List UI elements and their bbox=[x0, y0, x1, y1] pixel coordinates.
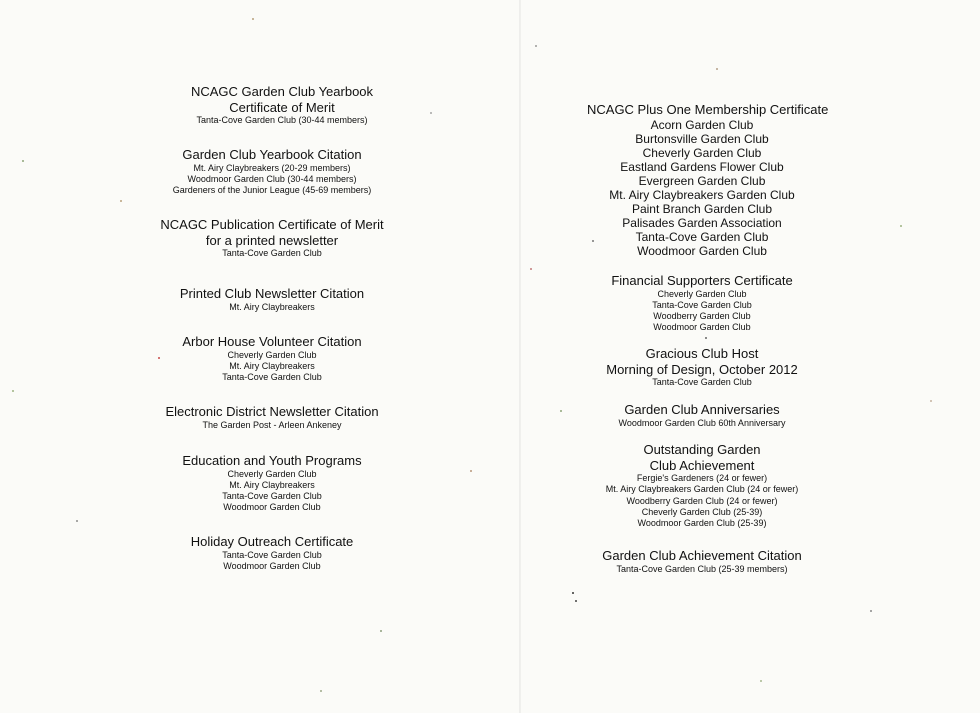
award-recipient: Paint Branch Garden Club bbox=[631, 202, 773, 217]
award-heading: Garden Club Anniversaries bbox=[624, 402, 780, 417]
award-section bbox=[162, 534, 382, 572]
award-recipient: Cheverly Garden Club bbox=[227, 468, 317, 479]
award-recipient: The Garden Post - Arleen Ankeney bbox=[202, 419, 342, 430]
award-recipient: Woodmoor Garden Club bbox=[223, 560, 321, 571]
award-recipient: Mt. Airy Claybreakers bbox=[229, 360, 315, 371]
award-heading: for a printed newsletter bbox=[205, 232, 339, 248]
award-heading: Outstanding Garden bbox=[643, 442, 761, 457]
award-heading: Certificate of Merit bbox=[229, 99, 335, 115]
award-section bbox=[587, 548, 817, 575]
award-section bbox=[582, 442, 822, 529]
award-recipient: Woodmoor Garden Club bbox=[223, 502, 321, 513]
award-heading: Holiday Outreach Certificate bbox=[190, 534, 354, 549]
award-recipient: Woodmoor Garden Club bbox=[637, 244, 767, 259]
award-recipient: Tanta-Cove Garden Club bbox=[222, 491, 322, 502]
award-recipient: Tanta-Cove Garden Club bbox=[222, 372, 322, 383]
award-recipient: Cheverly Garden Club bbox=[642, 145, 762, 160]
award-heading: Club Achievement bbox=[649, 457, 755, 473]
award-recipient: Woodmoor Garden Club bbox=[653, 322, 751, 333]
award-heading: Printed Club Newsletter Citation bbox=[179, 286, 365, 301]
award-recipient: Woodmoor Garden Club (30-44 members) bbox=[187, 173, 357, 184]
award-recipient: Tanta-Cove Garden Club bbox=[222, 248, 322, 258]
award-heading: Gracious Club Host bbox=[645, 346, 759, 361]
award-recipient: Acorn Garden Club bbox=[650, 117, 754, 132]
award-heading: Arbor House Volunteer Citation bbox=[182, 334, 362, 349]
award-heading: Garden Club Achievement Citation bbox=[602, 548, 802, 563]
award-recipient: Evergreen Garden Club bbox=[638, 173, 766, 188]
award-recipient: Eastland Gardens Flower Club bbox=[620, 159, 784, 174]
award-heading: Education and Youth Programs bbox=[182, 453, 362, 468]
award-recipient: Burtonsville Garden Club bbox=[635, 131, 769, 146]
award-recipient: Tanta-Cove Garden Club bbox=[652, 377, 752, 387]
award-section bbox=[162, 286, 382, 313]
award-recipient: Mt. Airy Claybreakers Garden Club (24 or fewer) bbox=[605, 484, 799, 495]
award-recipient: Tanta-Cove Garden Club bbox=[652, 299, 752, 310]
award-section bbox=[157, 217, 387, 259]
award-recipient: Palisades Garden Association bbox=[622, 216, 782, 231]
award-heading: NCAGC Plus One Membership Certificate bbox=[587, 102, 829, 117]
award-section bbox=[592, 273, 812, 334]
award-heading: Morning of Design, October 2012 bbox=[606, 361, 798, 377]
award-recipient: Woodberry Garden Club bbox=[653, 311, 751, 322]
award-section bbox=[162, 147, 382, 196]
award-recipient: Mt. Airy Claybreakers (20-29 members) bbox=[193, 162, 351, 173]
award-recipient: Tanta-Cove Garden Club (25-39 members) bbox=[616, 563, 788, 574]
award-heading: Financial Supporters Certificate bbox=[611, 273, 793, 288]
award-recipient: Mt. Airy Claybreakers bbox=[229, 301, 315, 312]
award-section bbox=[162, 334, 382, 383]
award-heading: NCAGC Publication Certificate of Merit bbox=[160, 217, 384, 232]
award-recipient: Gardeners of the Junior League (45-69 members) bbox=[172, 185, 372, 196]
award-heading: Garden Club Yearbook Citation bbox=[182, 147, 362, 162]
award-recipient: Mt. Airy Claybreakers bbox=[229, 479, 315, 490]
award-recipient: Cheverly Garden Club (25-39) bbox=[641, 506, 763, 517]
award-recipient: Woodmoor Garden Club 60th Anniversary bbox=[618, 417, 786, 428]
award-recipient: Cheverly Garden Club bbox=[227, 349, 317, 360]
award-recipient: Woodberry Garden Club (24 or fewer) bbox=[626, 495, 778, 506]
award-recipient: Tanta-Cove Garden Club bbox=[222, 549, 322, 560]
award-section bbox=[172, 84, 392, 126]
award-recipient: Mt. Airy Claybreakers Garden Club bbox=[609, 187, 795, 202]
award-recipient: Cheverly Garden Club bbox=[657, 288, 747, 299]
award-section bbox=[592, 346, 812, 388]
award-section bbox=[587, 102, 829, 259]
award-heading: NCAGC Garden Club Yearbook bbox=[190, 84, 374, 99]
award-recipient: Tanta-Cove Garden Club bbox=[635, 230, 769, 245]
award-recipient: Woodmoor Garden Club (25-39) bbox=[637, 518, 767, 529]
award-section bbox=[162, 453, 382, 514]
award-section bbox=[162, 404, 382, 431]
award-heading: Electronic District Newsletter Citation bbox=[165, 404, 379, 419]
award-section bbox=[592, 402, 812, 429]
right-page bbox=[520, 0, 980, 713]
award-recipient: Fergie's Gardeners (24 or fewer) bbox=[636, 473, 768, 483]
award-recipient: Tanta-Cove Garden Club (30-44 members) bbox=[196, 115, 368, 125]
